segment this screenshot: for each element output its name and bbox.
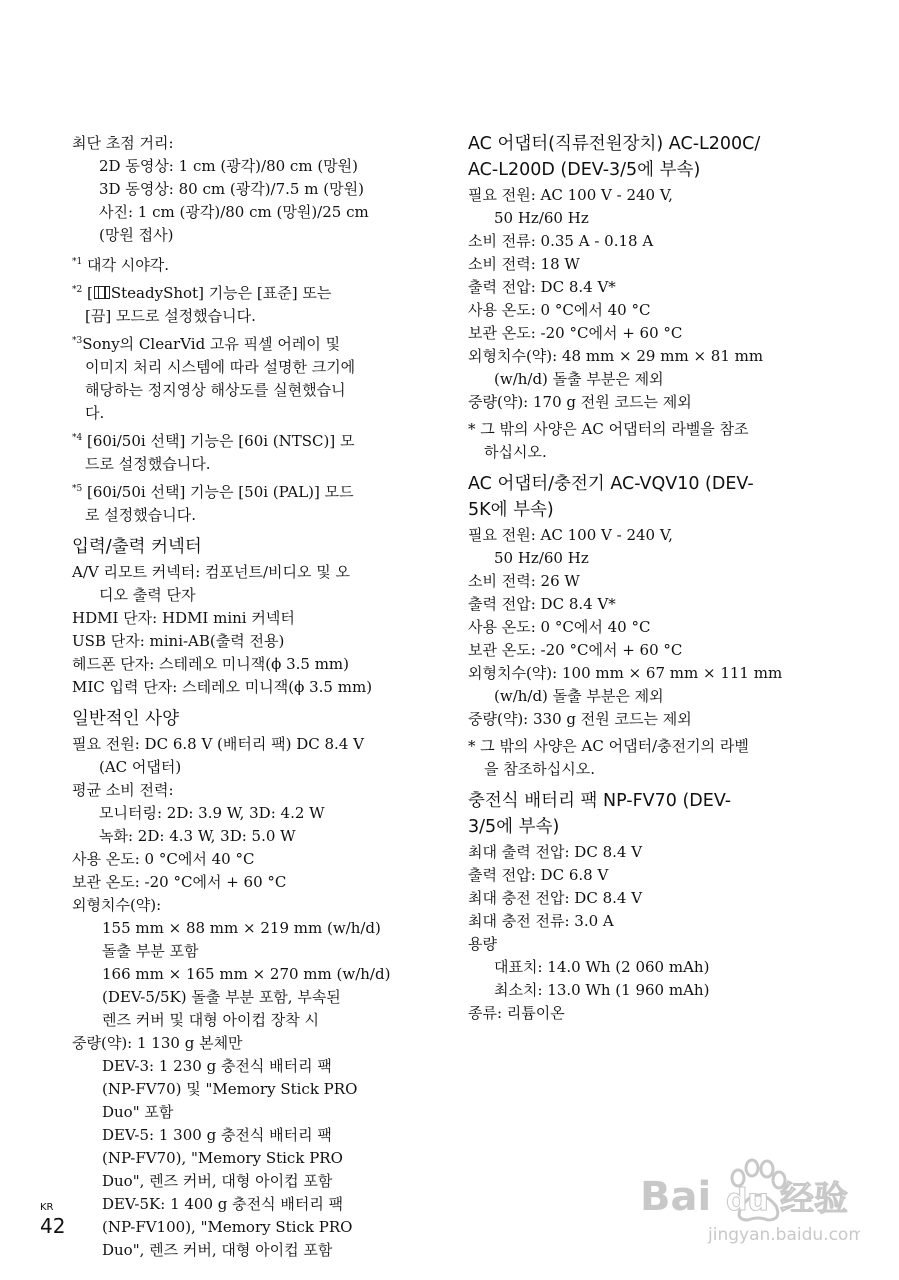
power-requirement: 필요 전원: DC 6.8 V (배터리 팩) DC 8.4 V <box>72 735 364 753</box>
battery-max-charge-voltage: 최대 충전 전압: DC 8.4 V <box>468 889 643 907</box>
weight-line: DEV-3: 1 230 g 충전식 배터리 팩 <box>102 1057 332 1075</box>
dimensions-title: 외형치수(약): <box>72 896 162 914</box>
footnote-3: $^{*3}$Sony의 ClearVid 고유 픽셀 어레이 및 <box>72 335 341 353</box>
ac2-power: 필요 전원: AC 100 V - 240 V, <box>468 526 673 544</box>
headphone-jack: 헤드폰 단자: 스테레오 미니잭(ϕ 3.5 mm) <box>72 655 350 673</box>
weight-line: DEV-5: 1 300 g 충전식 배터리 팩 <box>102 1126 332 1144</box>
watermark-brand-c: 经验 <box>780 1179 848 1219</box>
footnote-line: 드로 설정했습니다. <box>85 455 211 473</box>
battery-output: 출력 전압: DC 6.8 V <box>468 866 609 884</box>
ac1-output: 출력 전압: DC 8.4 V* <box>468 278 616 296</box>
ac-adapter-title-cont: AC-L200D (DEV-3/5에 부속) <box>468 160 701 180</box>
ac2-output: 출력 전압: DC 8.4 V* <box>468 595 616 613</box>
watermark-url: jingyan.baidu.com <box>708 1225 860 1245</box>
ac2-note: * 그 밖의 사양은 AC 어댑터/충전기의 라벨 <box>468 737 749 755</box>
ac2-dimensions: 외형치수(약): 100 mm × 67 mm × 111 mm <box>468 664 783 682</box>
battery-capacity-title: 용량 <box>468 935 497 953</box>
page-region-label: KR <box>40 1202 54 1213</box>
avg-power-monitoring: 모니터링: 2D: 3.9 W, 3D: 4.2 W <box>99 804 325 822</box>
power-requirement-cont: (AC 어댑터) <box>99 758 182 776</box>
ac1-storage-temp: 보관 온도: -20 °C에서 + 60 °C <box>468 324 683 342</box>
battery-type: 종류: 리튬이온 <box>468 1004 565 1022</box>
ac2-dimensions-cont: (w/h/d) 돌출 부분은 제외 <box>494 687 664 705</box>
footnote-line: [끔] 모드로 설정했습니다. <box>85 307 256 325</box>
dimensions-line: 166 mm × 165 mm × 270 mm (w/h/d) <box>102 965 391 983</box>
dimensions-line: 돌출 부분 포함 <box>102 942 199 960</box>
battery-max-output: 최대 출력 전압: DC 8.4 V <box>468 843 643 861</box>
weight-title: 중량(약): 1 130 g 본체만 <box>72 1034 243 1052</box>
usb-connector: USB 단자: mini-AB(출력 전용) <box>72 632 285 650</box>
footnote-line: 로 설정했습니다. <box>85 506 196 524</box>
ac1-dimensions-cont: (w/h/d) 돌출 부분은 제외 <box>494 370 664 388</box>
ac-charger-title: AC 어댑터/충전기 AC-VQV10 (DEV- <box>468 474 754 494</box>
ac1-power: 필요 전원: AC 100 V - 240 V, <box>468 186 673 204</box>
weight-line: Duo" 포함 <box>102 1103 174 1121</box>
weight-line: (NP-FV70), "Memory Stick PRO <box>102 1149 343 1167</box>
page-number: 42 <box>40 1214 66 1238</box>
focus-title: 최단 초점 거리: <box>72 134 174 152</box>
battery-title-cont: 3/5에 부속) <box>468 817 560 837</box>
ac-charger-title-cont: 5K에 부속) <box>468 500 554 520</box>
footnote-1: $^{*1}$ 대각 시야각. <box>72 256 170 274</box>
weight-line: DEV-5K: 1 400 g 충전식 배터리 팩 <box>102 1195 344 1213</box>
focus-line: 3D 동영상: 80 cm (광각)/7.5 m (망원) <box>99 180 364 198</box>
ac2-power-cont: 50 Hz/60 Hz <box>494 549 589 567</box>
battery-capacity-typical: 대표치: 14.0 Wh (2 060 mAh) <box>494 958 710 976</box>
ac2-note-cont: 을 참조하십시오. <box>484 760 595 778</box>
battery-title: 충전식 배터리 팩 NP-FV70 (DEV- <box>468 791 732 811</box>
general-section-title: 일반적인 사양 <box>72 709 179 729</box>
footnote-2: $^{*2}$ [ SteadyShot] 기능은 [표준] 또는 <box>72 284 332 302</box>
film-frame-icon <box>94 286 110 299</box>
baidu-watermark <box>630 1138 860 1258</box>
ac1-current: 소비 전류: 0.35 A - 0.18 A <box>468 232 654 250</box>
ac1-weight: 중량(약): 170 g 전원 코드는 제외 <box>468 393 692 411</box>
ac1-note-cont: 하십시오. <box>484 443 547 461</box>
ac1-power-cont: 50 Hz/60 Hz <box>494 209 589 227</box>
watermark-brand-a: Bai <box>640 1174 712 1220</box>
ac-adapter-title: AC 어댑터(직류전원장치) AC-L200C/ <box>468 134 761 154</box>
ac1-note: * 그 밖의 사양은 AC 어댑터의 라벨을 참조 <box>468 420 749 438</box>
footnote-line: 해당하는 정지영상 해상도를 실현했습니 <box>85 381 346 399</box>
right-column <box>468 132 820 1025</box>
footnote-4: $^{*4}$ [60i/50i 선택] 기능은 [60i (NTSC)] 모 <box>72 432 355 450</box>
io-section-title: 입력/출력 커넥터 <box>72 537 202 557</box>
avg-power-title: 평균 소비 전력: <box>72 781 174 799</box>
av-connector-cont: 디오 출력 단자 <box>99 586 196 604</box>
weight-line: Duo", 렌즈 커버, 대형 아이컵 포함 <box>102 1172 333 1190</box>
ac2-consumption: 소비 전력: 26 W <box>468 572 580 590</box>
footnote-line: 다. <box>85 404 105 422</box>
hdmi-connector: HDMI 단자: HDMI mini 커넥터 <box>72 609 295 627</box>
footnote-line: 이미지 처리 시스템에 따라 설명한 크기에 <box>85 358 356 376</box>
left-column <box>72 132 424 1262</box>
operating-temperature: 사용 온도: 0 °C에서 40 °C <box>72 850 255 868</box>
av-connector: A/V 리모트 커넥터: 컴포넌트/비디오 및 오 <box>72 563 351 581</box>
ac2-op-temp: 사용 온도: 0 °C에서 40 °C <box>468 618 651 636</box>
page-footer <box>40 1202 65 1238</box>
ac2-weight: 중량(약): 330 g 전원 코드는 제외 <box>468 710 692 728</box>
ac2-storage-temp: 보관 온도: -20 °C에서 + 60 °C <box>468 641 683 659</box>
baidu-paw-logo-icon <box>630 1138 860 1258</box>
weight-line: (NP-FV70) 및 "Memory Stick PRO <box>102 1080 358 1098</box>
dimensions-line: 155 mm × 88 mm × 219 mm (w/h/d) <box>102 919 381 937</box>
watermark-brand-b: du <box>726 1183 769 1218</box>
battery-max-charge-current: 최대 충전 전류: 3.0 A <box>468 912 614 930</box>
avg-power-recording: 녹화: 2D: 4.3 W, 3D: 5.0 W <box>99 827 296 845</box>
focus-line: 2D 동영상: 1 cm (광각)/80 cm (망원) <box>99 157 359 175</box>
ac1-dimensions: 외형치수(약): 48 mm × 29 mm × 81 mm <box>468 347 764 365</box>
focus-line: 사진: 1 cm (광각)/80 cm (망원)/25 cm <box>99 203 369 221</box>
mic-jack: MIC 입력 단자: 스테레오 미니잭(ϕ 3.5 mm) <box>72 678 373 696</box>
dimensions-line: 렌즈 커버 및 대형 아이컵 장착 시 <box>102 1011 319 1029</box>
ac1-consumption: 소비 전력: 18 W <box>468 255 580 273</box>
footnote-5: $^{*5}$ [60i/50i 선택] 기능은 [50i (PAL)] 모드 <box>72 483 354 501</box>
weight-line: Duo", 렌즈 커버, 대형 아이컵 포함 <box>102 1241 333 1259</box>
weight-line: (NP-FV100), "Memory Stick PRO <box>102 1218 353 1236</box>
dimensions-line: (DEV-5/5K) 돌출 부분 포함, 부속된 <box>102 988 341 1006</box>
ac1-op-temp: 사용 온도: 0 °C에서 40 °C <box>468 301 651 319</box>
battery-capacity-minimum: 최소치: 13.0 Wh (1 960 mAh) <box>494 981 710 999</box>
focus-line: (망원 접사) <box>99 226 174 244</box>
storage-temperature: 보관 온도: -20 °C에서 + 60 °C <box>72 873 287 891</box>
